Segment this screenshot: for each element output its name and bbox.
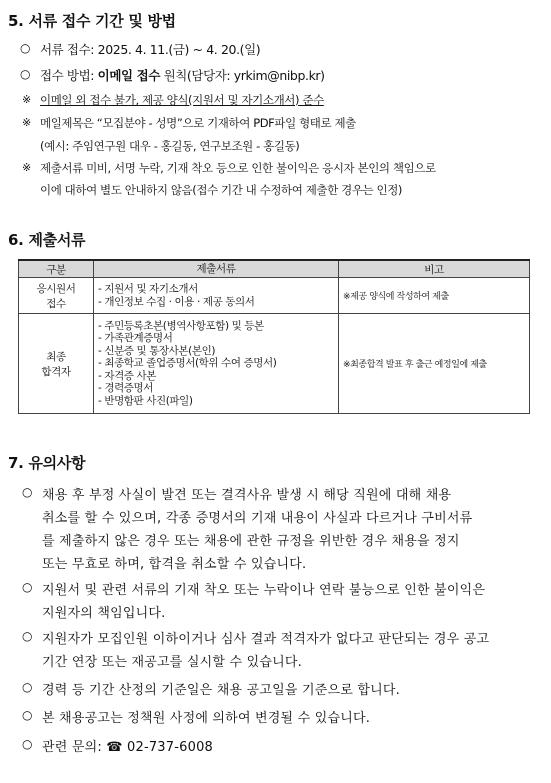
table-row xyxy=(19,278,530,314)
note-mail-example: (예시: 주임연구원 대우 - 홍길동, 연구보조원 - 홍길동) xyxy=(40,139,300,153)
table-row xyxy=(19,314,530,414)
bullet-icon: ○ xyxy=(22,737,33,751)
notice-line: 취소를 할 수 있으며, 각종 증명서의 기재 내용이 사실과 다르거나 구비서류 xyxy=(42,511,473,526)
bullet-icon: ○ xyxy=(22,629,33,643)
receipt-period xyxy=(40,40,260,58)
notice-line: 지원서 및 관련 서류의 기재 착오 또는 누락이나 연락 불능으로 인한 불이익은 xyxy=(42,583,486,598)
note-email-only: 이메일 외 접수 불가, 제공 양식(지원서 및 자기소개서) 준수 xyxy=(40,93,324,107)
list-item: - 지원서 및 자기소개서 xyxy=(98,283,198,295)
notice-line: 또는 무효로 하며, 합격을 취소할 수 있습니다. xyxy=(42,557,307,572)
notice-line: 를 제출하지 않은 경우 또는 채용에 관한 규정을 위반한 경우 채용을 정지 xyxy=(42,534,460,549)
table-header-category: 구분 xyxy=(19,260,94,278)
bullet-icon: ○ xyxy=(22,680,33,694)
note-mark-icon: ※ xyxy=(22,116,32,129)
row-remark: ※제공 양식에 작성하여 제출 xyxy=(339,278,530,314)
note-mark-icon: ※ xyxy=(22,93,32,106)
row-documents xyxy=(94,278,339,314)
list-item: - 가족관계증명서 xyxy=(98,332,173,345)
row-remark: ※최종합격 발표 후 출근 예정일에 제출 xyxy=(339,314,530,414)
notice-line: 기간 연장 또는 재공고를 실시할 수 있습니다. xyxy=(42,655,302,670)
table-header-documents: 제출서류 xyxy=(94,260,339,278)
bullet-icon: ○ xyxy=(22,485,33,499)
note-responsibility-cont: 이에 대하여 별도 안내하지 않음(접수 기간 내 수정하여 제출한 경우는 인정) xyxy=(40,183,402,197)
bullet-icon: ○ xyxy=(20,67,31,81)
note-mail-subject: 메일제목은 “모집분야 - 성명”으로 기재하여 PDF파일 형태로 제출 xyxy=(40,116,356,130)
table-header-remarks: 비고 xyxy=(339,260,530,278)
list-item: - 신분증 및 통장사본(본인) xyxy=(98,344,216,357)
receipt-method-email: 이메일 접수 xyxy=(97,68,160,83)
receipt-method-rest: 원칙(담당자: yrkim@nibp.kr) xyxy=(160,68,325,83)
receipt-period-value: 2025. 4. 11.(금) ~ 4. 20.(일) xyxy=(97,42,261,57)
contact-line: 관련 문의: ☎ 02-737-6008 xyxy=(42,740,214,755)
receipt-method-label: 접수 방법: xyxy=(40,68,98,83)
list-item: - 자격증 사본 xyxy=(98,369,156,382)
list-item: - 반명함판 사진(파일) xyxy=(98,394,193,407)
list-item: - 개인정보 수집 · 이용 · 제공 동의서 xyxy=(98,295,255,308)
notice-line: 지원자가 모집인원 이하이거나 심사 결과 적격자가 없다고 판단되는 경우 공고 xyxy=(42,632,490,647)
bullet-icon: ○ xyxy=(22,708,33,722)
list-item: - 경력증명서 xyxy=(98,382,154,395)
section-7-title: 7. 유의사항 xyxy=(8,454,86,472)
note-responsibility: 제출서류 미비, 서명 누락, 기재 착오 등으로 인한 불이익은 응시자 본인의 책임으로 xyxy=(40,161,436,175)
row-documents xyxy=(94,314,339,414)
table-header-row xyxy=(19,260,530,278)
section-6-title: 6. 제출서류 xyxy=(8,231,86,249)
receipt-method xyxy=(40,66,325,84)
documents-table xyxy=(18,259,530,414)
bullet-icon: ○ xyxy=(20,41,31,55)
row-category: 응시원서 접수 xyxy=(19,278,94,314)
notice-line: 본 채용공고는 정책원 사정에 의하여 변경될 수 있습니다. xyxy=(42,711,371,726)
list-item: - 주민등록초본(병역사항포함) 및 등본 xyxy=(98,319,264,332)
note-mark-icon: ※ xyxy=(22,161,32,174)
list-item: - 최종학교 졸업증명서(학위 수여 증명서) xyxy=(98,357,277,370)
notice-line: 채용 후 부정 사실이 발견 또는 결격사유 발생 시 해당 직원에 대해 채용 xyxy=(42,488,452,503)
row-category: 최종 합격자 xyxy=(19,314,94,414)
notice-line: 지원자의 책임입니다. xyxy=(42,606,166,621)
notice-line: 경력 등 기간 산정의 기준일은 채용 공고일을 기준으로 합니다. xyxy=(42,683,400,698)
bullet-icon: ○ xyxy=(22,580,33,594)
section-5-title: 5. 서류 접수 기간 및 방법 xyxy=(8,12,176,30)
receipt-period-label: 서류 접수: xyxy=(40,42,98,57)
